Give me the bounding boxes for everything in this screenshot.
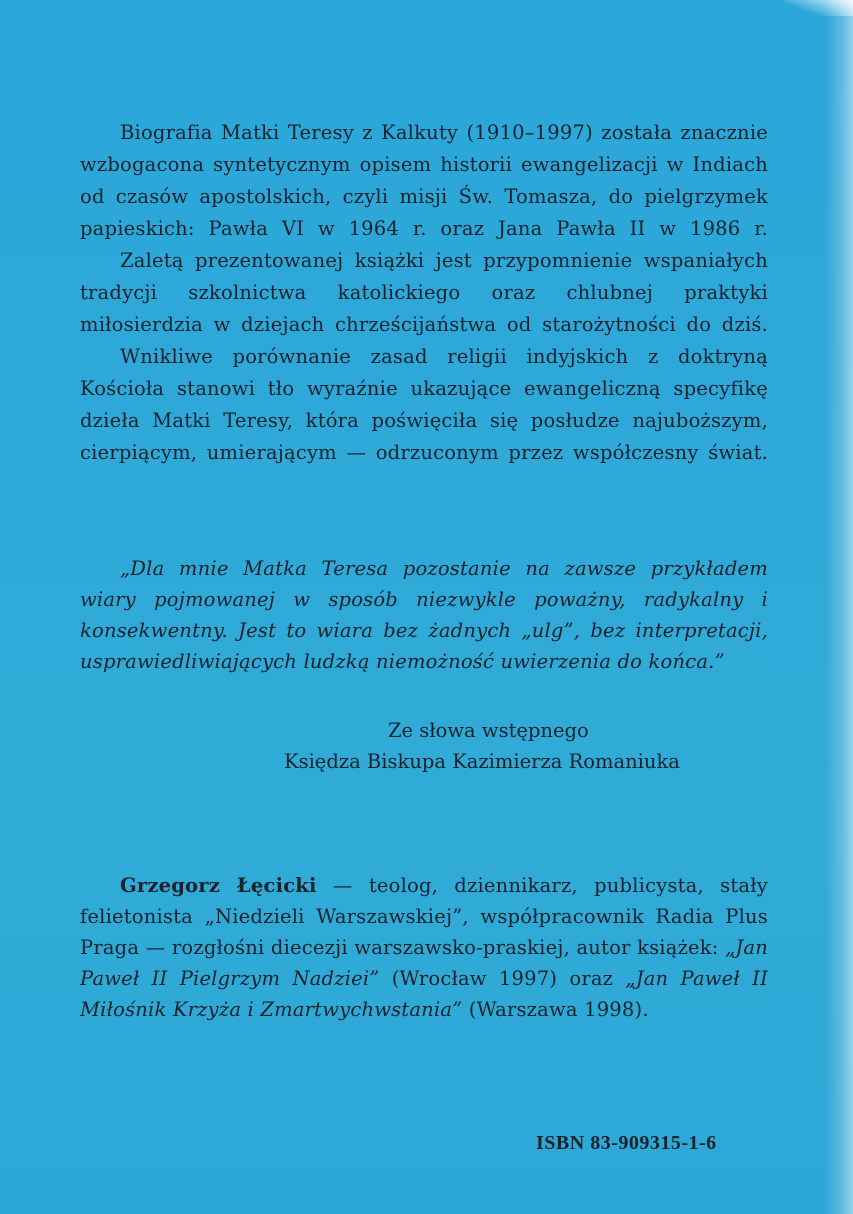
cover-corner-wear — [783, 0, 853, 16]
author-name: Grzegorz Łęcicki — [120, 874, 317, 897]
author-bio-text-2: (Wrocław 1997) oraz — [379, 967, 626, 990]
description-paragraph-2: Zaletą prezentowanej książki jest przypomnienie wspaniałych tradycji szkolnictwa katolickiego oraz chlubnej praktyki miłosierdzia w dziejach chrześcijaństwa od starożytności do dziś. — [80, 249, 768, 336]
quote-source-line-1: Ze słowa wstępnego — [388, 719, 589, 742]
description-paragraph-3: Wnikliwe porównanie zasad religii indyjskich z doktryną Kościoła stanowi tło wyraźnie ukazujące ewangeliczną specyfikę dzieła Matki Teresy, która poświęciła się posłudze najuboższym, cierpiącym, umierającym — odrzuconym przez współczesny świat. — [80, 345, 768, 464]
author-bio-text-1: — teolog, dziennikarz, publicysta, stały felietonista „Niedzieli Warszawskiej”, współpracownik Radia Plus Praga — rozgłośni diecezji warszawsko-praskiej, autor książek: — [80, 874, 768, 959]
quote-text: „Dla mnie Matka Teresa pozostanie na zawsze przykładem wiary pojmowanej w sposób niezwykle poważny, radykalny i konsekwentny. Jest to wiara bez żadnych „ulg”, bez interpretacji, usprawiedliwiających ludzką niemożność uwierzenia do końca.” — [80, 557, 768, 673]
quote-source — [284, 715, 680, 777]
author-bio — [80, 870, 768, 1025]
book-description — [80, 117, 768, 469]
foreword-quote — [80, 553, 768, 677]
cover-edge-highlight — [825, 0, 853, 1214]
author-book-title-2: „Jan Paweł II Miłośnik Krzyża i Zmartwychwstania” — [80, 967, 768, 1021]
quote-source-line-2: Księdza Biskupa Kazimierza Romaniuka — [284, 750, 680, 773]
description-paragraph-1: Biografia Matki Teresy z Kalkuty (1910–1997) została znacznie wzbogacona syntetycznym opisem historii ewangelizacji w Indiach od czasów apostolskich, czyli misji Św. Tomasza, do pielgrzymek papieskich: Pawła VI w 1964 r. oraz Jana Pawła II w 1986 r. — [80, 121, 768, 240]
isbn-number: ISBN 83-909315-1-6 — [536, 1132, 717, 1154]
author-book-title-1: „Jan Paweł II Pielgrzym Nadziei” — [80, 936, 768, 990]
author-bio-paragraph — [80, 870, 768, 1025]
author-bio-text-3: (Warszawa 1998). — [462, 998, 649, 1021]
